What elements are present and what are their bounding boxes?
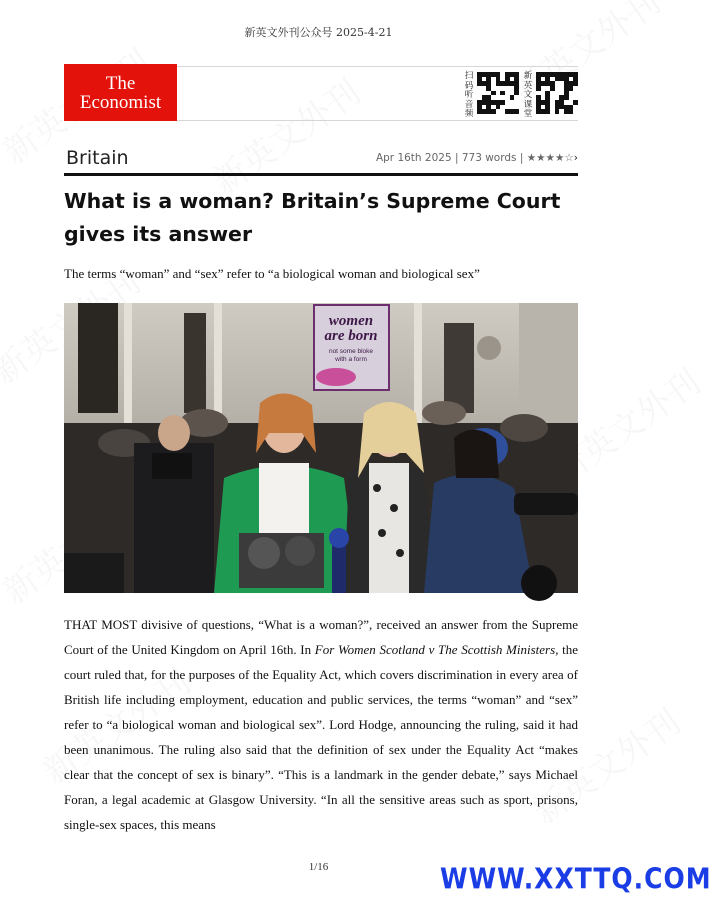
qr-audio-label: 扫 码 听 音 频 [464,71,474,119]
sign-line-1: women [328,313,374,329]
article-subhead: The terms “woman” and “sex” refer to “a biological woman and biological sex” [64,266,480,281]
chevron-right-icon[interactable]: › [573,152,578,164]
article-photo [64,303,578,593]
qr-class-label: 新 英 文 课 堂 [523,71,533,119]
logo-line-2: Economist [79,91,162,113]
body-lead-smallcaps: THAT MOST [64,617,138,632]
article-body [64,612,578,837]
sign-line-3: not some bloke [328,348,374,355]
page-number: 1/16 [308,861,329,873]
section-bar [64,146,578,174]
masthead [64,64,578,121]
article-headline: What is a woman? Britain’s Supreme Court gives its answer [64,189,561,246]
article-meta [376,152,578,164]
logo-line-1: The [105,72,136,94]
section-name[interactable]: Britain [66,147,129,169]
qr-code-icon[interactable] [477,72,519,114]
qr-code-icon[interactable] [536,72,578,114]
body-text-part-1: divisive of questions, “What is a woman?”, received an answer from the Supreme Court of the United Kingdom on April 16th. In [64,617,578,657]
article-meta-text: Apr 16th 2025 | 773 words | ★★★★☆ [375,152,574,164]
site-watermark: WWW.XXTTQ.COM [440,861,712,896]
sign-line-2: are born [324,328,378,344]
masthead-bottom-rule [177,120,578,121]
economist-logo [64,64,177,121]
case-name: For Women Scotland v The Scottish Ministers [314,642,556,657]
sign-line-4: with a form [335,356,367,363]
section-rule [64,173,578,176]
masthead-top-rule [177,66,578,67]
body-text-part-2: , the court ruled that, for the purposes of the Equality Act, which covers discrimination in every area of British life including employment, education and public services, the terms “woman” and “sex” refer to “a biological woman and biological sex”. Lord Hodge, announcing the ruling, said it had been unanimous. The ruling also said that the definition of sex under the Equality Act “makes clear that the concept of sex is binary”. “This is a landmark in the gender debate,” says Michael Foran, a legal academic at Glasgow University. “In all the sensitive areas such as sport, prisons, single-sex spaces, this means [64,642,578,832]
document-header: 新英文外刊公众号 2025-4-21 [244,26,393,39]
